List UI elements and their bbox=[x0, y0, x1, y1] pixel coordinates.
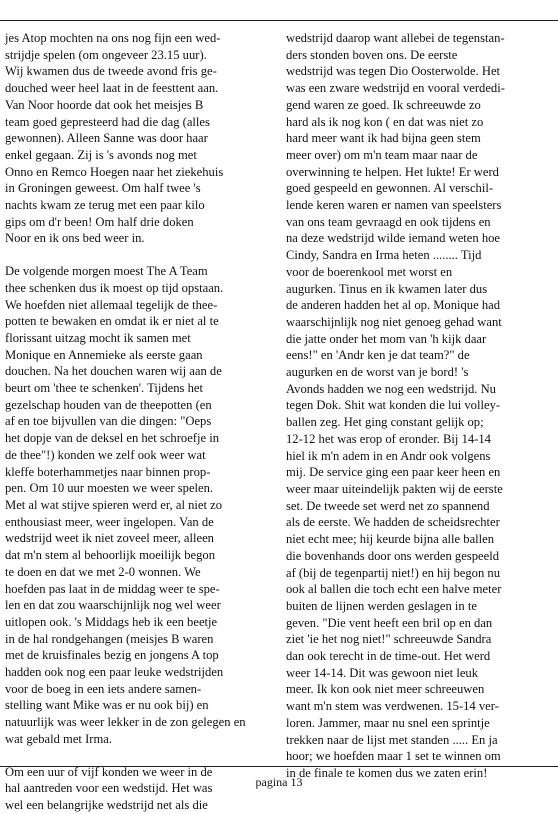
paragraph: wedstrijd daarop want allebei de tegenstan- ders stonden boven ons. De eerste wedstrijd was tegen Dio Oosterwolde. Het was een zware wedstrijd en vooral verdedi- gend waren ze goed. Ik schreeuwde zo hard als ik nog kon ( en dat was niet zo hard meer want ik had bijna geen stem meer over) om m'n team maar naar de overwinning te helpen. Het lukte! Er werd goed gespeeld en gewonnen. Al verschil- lende keren waren er namen van speelsters van ons team gevraagd en ook tijdens en na deze wedstrijd wilde iemand weten hoe Cindy, Sandra en Irma heten ........ Tijd voor de boerenkool met worst en augurken. Tinus en ik kwamen later dus de anderen hadden het al op. Monique had waarschijnlijk nog niet genoeg gehad want die jatte onder het mom van 'h kijk daar eens!" en 'Andr ken je dat team?" de augurken en de worst van je bord! 's Avonds hadden we nog een wedstrijd. Nu tegen Dok. Shit wat konden die lui volley- ballen zeg. Het ging constant gelijk op; 12-12 het was erop of eronder. Bij 14-14 hiel ik m'n adem in en Andr ook volgens mij. De service ging een paar keer heen en weer maar uiteindelijk pakten wij de eerste set. De tweede set werd net zo spannend als de eerste. We hadden de scheidsrechter niet echt mee; hij keurde bijna alle ballen die bovenhands door ons werden gespeeld af (bij de tegenpartij niet!) en hij begon nu ook al ballen die toch echt een halve meter buiten de lijnen werden geslagen in te geven. "Die vent heeft een bril op en dan ziet 'ie het nog niet!" schreeuwde Sandra dan ook terecht in de time-out. Het werd weer 14-14. Dit was gewoon niet leuk meer. Ik kon ook niet meer schreeuwen want m'n stem was verdwenen. 15-14 ver- loren. Jammer, maar nu snel een sprintje trekken naar de lijst met standen ..... En ja hoor; we hoefden maar 1 set te winnen om in de finale te komen dus we zaten erin! bbox=[286, 31, 505, 780]
right-column bbox=[286, 30, 548, 780]
paragraph: De volgende morgen moest The A Team thee schenken dus ik moest op tijd opstaan. We hoefden niet allemaal tegelijk de thee- potten te bewaken en omdat ik er niet al te florissant uitzag mocht ik samen met Monique en Annemieke als eerste gaan douchen. Na het douchen waren wij aan de beurt om 'thee te schenken'. Tijdens het gezelschap houden van de theepotten (en af en toe bijvullen van die dingen: "Oeps het dopje van de deksel en het schroefje in de thee"!) konden we zelf ook weer wat kleffe boterhammetjes naar binnen prop- pen. Om 10 uur moesten we weer spelen. Met al wat stijve spieren werd er, al niet zo enthousiast meer, weer ingelopen. Van de wedstrijd weet ik niet zoveel meer, alleen dat m'n stem al behoorlijk moeilijk begon te doen en dat we met 2-0 wonnen. We hoefden pas laat in de middag weer te spe- len en dat zou waarschijnlijk nog wel weer uitlopen ook. 's Middags heb ik een beetje in de hal rondgehangen (meisjes B waren met de kruisfinales bezig en jongens A top hadden ook nog een paar leuke wedstrijden voor de boeg in een iets andere samen- stelling want Mike was er nu ook bij) en natuurlijk was weer lekker in de zon gelegen en wat gebald met Irma. bbox=[5, 264, 246, 746]
left-column bbox=[5, 30, 263, 812]
paragraph: jes Atop mochten na ons nog fijn een wed- strijdje spelen (om ongeveer 23.15 uur). Wij kwamen dus de tweede avond fris ge- douched weer heel laat in de feesttent aan. Van Noor hoorde dat ook het meisjes B team goed gepresteerd had die dag (alles gewonnen). Alleen Sanne was door haar enkel gegaan. Zij is 's avonds nog met Onno en Remco Hoegen naar het ziekehuis in Groningen geweest. Om half twee 's nachts kwam ze terug met een paar kilo gips om d'r been! Om half drie doken Noor en ik ons bed weer in. bbox=[5, 31, 224, 246]
bottom-rule bbox=[0, 766, 558, 767]
page-number: pagina 13 bbox=[255, 775, 303, 789]
paragraph: Om een uur of vijf konden we weer in de hal aantreden voor een wedstijd. Het was wel een belangrijke wedstrijd net als die bbox=[5, 764, 213, 812]
top-rule bbox=[0, 20, 558, 21]
